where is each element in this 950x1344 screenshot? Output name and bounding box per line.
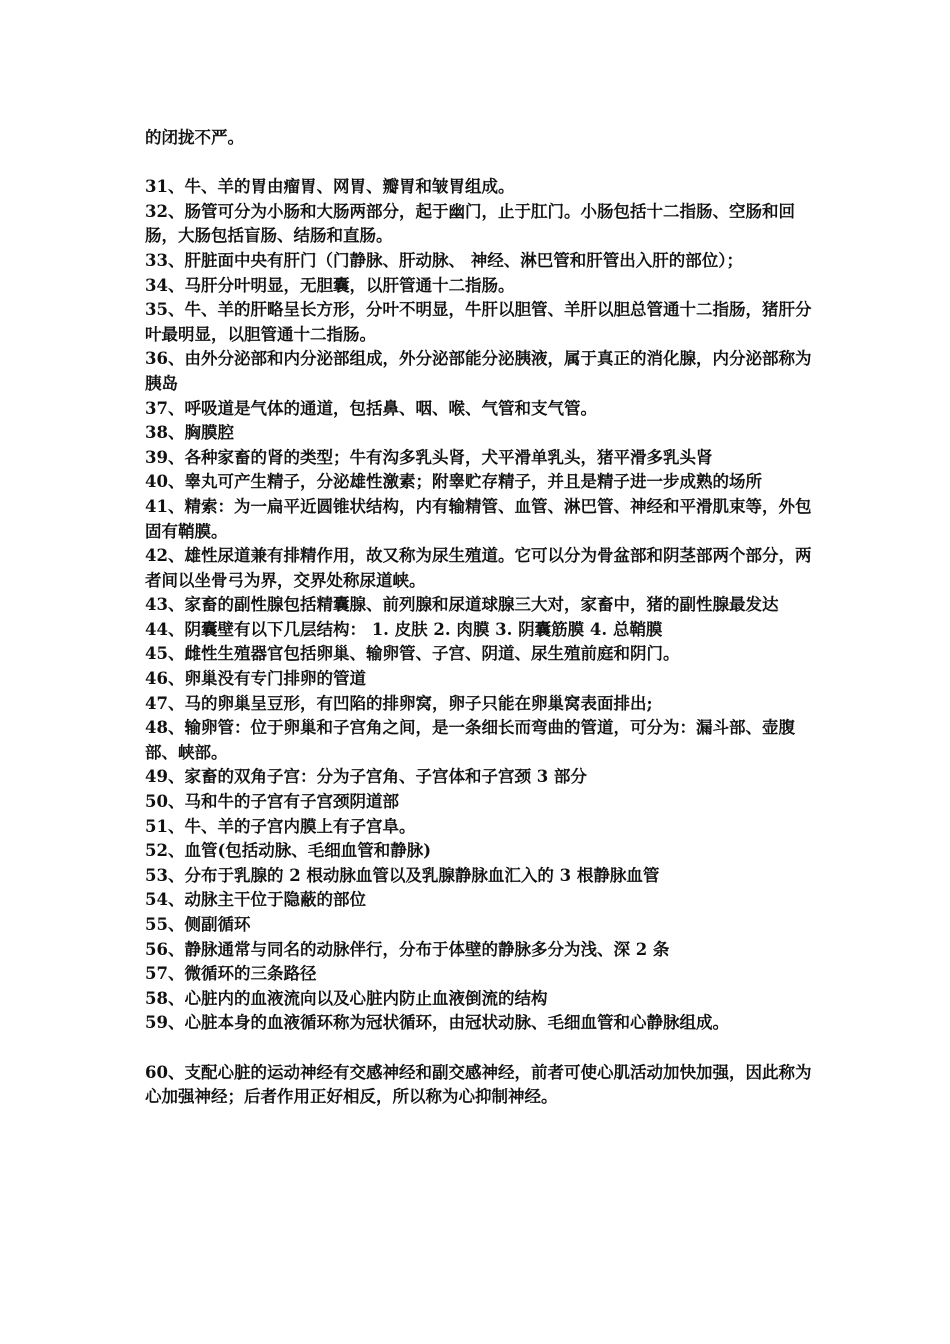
paragraph: 33、肝脏面中央有肝门（门静脉、肝动脉、 神经、淋巴管和肝管出入肝的部位）； bbox=[145, 250, 743, 270]
paragraph: 44、阴囊壁有以下几层结构： 1. 皮肤 2. 肉膜 3. 阴囊筋膜 4. 总鞘膜 bbox=[145, 619, 663, 639]
paragraph: 53、分布于乳腺的 2 根动脉血管以及乳腺静脉血汇入的 3 根静脉血管 bbox=[145, 865, 660, 885]
paragraph: 40、睾丸可产生精子，分泌雄性激素；附睾贮存精子，并且是精子进一步成熟的场所 bbox=[145, 472, 762, 492]
blank-line bbox=[145, 1036, 825, 1061]
paragraph: 46、卵巢没有专门排卵的管道 bbox=[145, 669, 366, 689]
paragraph: 52、血管(包括动脉、毛细血管和静脉) bbox=[145, 841, 432, 861]
paragraph: 的闭拢不严。 bbox=[145, 128, 244, 147]
paragraph: 31、牛、羊的胃由瘤胃、网胃、瓣胃和皱胃组成。 bbox=[145, 177, 515, 197]
paragraph: 39、各种家畜的肾的类型；牛有沟多乳头肾，犬平滑单乳头，猪平滑多乳头肾 bbox=[145, 447, 713, 467]
paragraph: 56、静脉通常与同名的动脉伴行，分布于体壁的静脉多分为浅、深 2 条 bbox=[145, 939, 670, 959]
document-body bbox=[145, 126, 825, 1110]
paragraph: 47、马的卵巢呈豆形，有凹陷的排卵窝，卵子只能在卵巢窝表面排出; bbox=[145, 693, 653, 713]
paragraph: 55、侧副循环 bbox=[145, 915, 251, 934]
paragraph: 34、马肝分叶明显，无胆囊，以肝管通十二指肠。 bbox=[145, 275, 515, 295]
paragraph: 59、心脏本身的血液循环称为冠状循环，由冠状动脉、毛细血管和心静脉组成。 bbox=[145, 1013, 729, 1033]
paragraph: 38、胸膜腔 bbox=[145, 423, 234, 443]
paragraph: 60、支配心脏的运动神经有交感神经和副交感神经，前者可使心肌活动加快加强，因此称为心加强神经；后者作用正好相反，所以称为心抑制神经。 bbox=[145, 1062, 812, 1107]
paragraph: 45、雌性生殖器官包括卵巢、输卵管、子宫、阴道、尿生殖前庭和阴门。 bbox=[145, 644, 680, 664]
paragraph: 41、精索：为一扁平近圆锥状结构，内有输精管、血管、淋巴管、神经和平滑肌束等，外包固有鞘膜。 bbox=[145, 496, 812, 541]
paragraph: 51、牛、羊的子宫内膜上有子宫阜。 bbox=[145, 816, 416, 836]
paragraph: 35、牛、羊的肝略呈长方形，分叶不明显，牛肝以胆管、羊肝以胆总管通十二指肠，猪肝分叶最明显，以胆管通十二指肠。 bbox=[145, 300, 812, 344]
paragraph: 54、动脉主干位于隐蔽的部位 bbox=[145, 890, 366, 910]
paragraph: 37、呼吸道是气体的通道，包括鼻、咽、喉、气管和支气管。 bbox=[145, 398, 597, 418]
paragraph: 58、心脏内的血液流向以及心脏内防止血液倒流的结构 bbox=[145, 988, 548, 1008]
paragraph: 57、微循环的三条路径 bbox=[145, 964, 317, 984]
paragraph: 43、家畜的副性腺包括精囊腺、前列腺和尿道球腺三大对，家畜中，猪的副性腺最发达 bbox=[145, 595, 779, 615]
paragraph: 42、雄性尿道兼有排精作用，故又称为尿生殖道。它可以分为骨盆部和阴茎部两个部分，两者间以坐骨弓为界，交界处称尿道峡。 bbox=[145, 546, 812, 590]
paragraph: 48、输卵管：位于卵巢和子宫角之间，是一条细长而弯曲的管道，可分为：漏斗部、壶腹部、峡部。 bbox=[145, 718, 795, 762]
paragraph: 49、家畜的双角子宫：分为子宫角、子宫体和子宫颈 3 部分 bbox=[145, 767, 587, 787]
paragraph: 50、马和牛的子宫有子宫颈阴道部 bbox=[145, 792, 399, 812]
blank-line bbox=[145, 151, 825, 176]
paragraph: 36、由外分泌部和内分泌部组成，外分泌部能分泌胰液，属于真正的消化腺，内分泌部称为胰岛 bbox=[145, 349, 812, 393]
paragraph: 32、肠管可分为小肠和大肠两部分，起于幽门，止于肛门。小肠包括十二指肠、空肠和回肠，大肠包括盲肠、结肠和直肠。 bbox=[145, 201, 795, 246]
